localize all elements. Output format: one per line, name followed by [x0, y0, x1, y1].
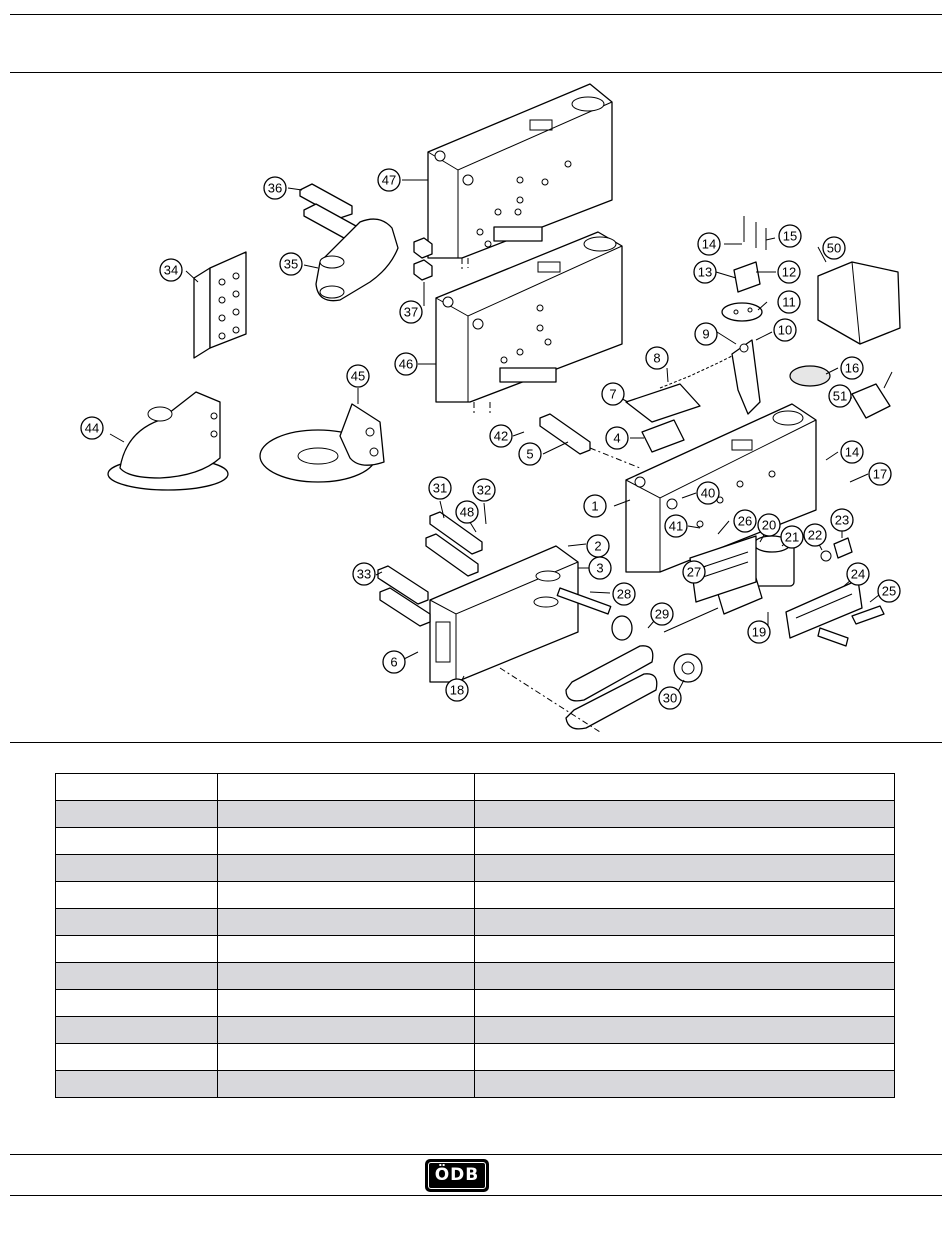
- table-row: [56, 882, 895, 909]
- svg-text:8: 8: [653, 350, 661, 366]
- diagram-bottom-rule: [10, 742, 942, 743]
- lunette-ring-45: [260, 404, 384, 482]
- nuts-37: [414, 238, 432, 280]
- cover-50: [818, 262, 900, 344]
- table-cell: [56, 828, 218, 855]
- table-cell: [475, 801, 895, 828]
- callout-5: [519, 443, 541, 465]
- table-cell: [56, 801, 218, 828]
- table-cell: [475, 855, 895, 882]
- table-cell: [56, 855, 218, 882]
- svg-text:45: 45: [350, 368, 366, 384]
- callout-24: [847, 563, 869, 585]
- callout-51: [829, 385, 851, 407]
- svg-text:51: 51: [832, 388, 848, 404]
- cover-7: [626, 384, 700, 422]
- bushing-4: [642, 420, 684, 452]
- svg-text:14: 14: [701, 236, 717, 252]
- svg-text:11: 11: [782, 294, 796, 310]
- svg-text:21: 21: [784, 529, 800, 545]
- callout-9: [695, 323, 717, 345]
- svg-text:33: 33: [356, 566, 372, 582]
- callout-21: [781, 526, 803, 548]
- callout-28: [613, 583, 635, 605]
- table-cell: [218, 936, 475, 963]
- table-cell: [218, 828, 475, 855]
- callout-40: [697, 482, 719, 504]
- svg-text:23: 23: [834, 512, 850, 528]
- svg-text:6: 6: [390, 654, 398, 670]
- callout-48: [456, 501, 478, 523]
- table-row: [56, 828, 895, 855]
- svg-text:9: 9: [702, 326, 710, 342]
- screws-15: [744, 216, 766, 250]
- fittings-22-23: [821, 538, 852, 561]
- callout-50: [823, 237, 845, 259]
- bracket-34: [194, 252, 246, 358]
- svg-text:7: 7: [609, 386, 617, 402]
- svg-text:3: 3: [596, 560, 604, 576]
- svg-text:14: 14: [844, 444, 860, 460]
- table-row: [56, 774, 895, 801]
- svg-text:36: 36: [267, 180, 283, 196]
- table-cell: [56, 936, 218, 963]
- table-row: [56, 909, 895, 936]
- svg-text:27: 27: [686, 564, 702, 580]
- callout-6: [383, 651, 405, 673]
- table-cell: [56, 963, 218, 990]
- callout-46: [395, 353, 417, 375]
- svg-text:30: 30: [662, 690, 678, 706]
- table-cell: [475, 963, 895, 990]
- callout-42: [490, 425, 512, 447]
- callout-27: [683, 561, 705, 583]
- plate-11: [722, 303, 762, 321]
- svg-text:10: 10: [777, 322, 793, 338]
- cap-16: [790, 366, 830, 386]
- callout-30: [659, 687, 681, 709]
- svg-text:12: 12: [781, 264, 797, 280]
- footer-top-rule: [10, 1154, 942, 1155]
- callout-29: [651, 603, 673, 625]
- table-cell: [475, 909, 895, 936]
- table-cell: [56, 1071, 218, 1098]
- table-cell: [218, 909, 475, 936]
- bolts-36: [300, 184, 356, 238]
- table-cell: [56, 882, 218, 909]
- callout-8: [646, 347, 668, 369]
- svg-text:19: 19: [751, 624, 767, 640]
- lever-10: [732, 340, 760, 414]
- svg-text:34: 34: [163, 262, 179, 278]
- odb-logo-text: ÖDB: [434, 1165, 480, 1185]
- svg-text:18: 18: [449, 682, 465, 698]
- table-cell: [218, 801, 475, 828]
- callout-12: [778, 261, 800, 283]
- svg-text:41: 41: [668, 518, 684, 534]
- svg-text:42: 42: [493, 428, 509, 444]
- callout-2: [587, 535, 609, 557]
- frame-tube-46: [436, 232, 622, 416]
- table-row: [56, 963, 895, 990]
- exploded-parts-diagram: [0, 72, 950, 740]
- svg-text:32: 32: [476, 482, 492, 498]
- callout-25: [878, 580, 900, 602]
- table-row: [56, 1044, 895, 1071]
- bracket-12: [734, 262, 760, 292]
- svg-text:13: 13: [697, 264, 713, 280]
- callout-22: [804, 524, 826, 546]
- svg-text:1: 1: [591, 498, 599, 514]
- callout-18: [446, 679, 468, 701]
- table-cell: [56, 1044, 218, 1071]
- table-cell: [218, 855, 475, 882]
- svg-text:22: 22: [807, 527, 823, 543]
- callout-32: [473, 479, 495, 501]
- callout-3: [589, 557, 611, 579]
- callout-11: [778, 291, 800, 313]
- table-cell: [218, 963, 475, 990]
- table-cell: [56, 774, 218, 801]
- table-row: [56, 936, 895, 963]
- callout-37: [400, 301, 422, 323]
- table-row: [56, 990, 895, 1017]
- table-cell: [218, 882, 475, 909]
- callout-47: [378, 169, 400, 191]
- svg-text:26: 26: [737, 513, 753, 529]
- top-rule: [10, 14, 942, 15]
- table-cell: [475, 828, 895, 855]
- table-cell: [218, 774, 475, 801]
- footer-bottom-rule: [10, 1195, 942, 1196]
- parts-table: [55, 773, 895, 1098]
- svg-text:2: 2: [594, 538, 602, 554]
- svg-text:46: 46: [398, 356, 414, 372]
- table-cell: [218, 1044, 475, 1071]
- svg-text:17: 17: [872, 466, 888, 482]
- callout-17: [869, 463, 891, 485]
- callout-34: [160, 259, 182, 281]
- svg-text:16: 16: [844, 360, 860, 376]
- svg-text:24: 24: [850, 566, 866, 582]
- callout-45: [347, 365, 369, 387]
- callout-36: [264, 177, 286, 199]
- table-cell: [475, 1017, 895, 1044]
- svg-text:20: 20: [761, 517, 777, 533]
- callout-20: [758, 514, 780, 536]
- chain-8: [660, 352, 740, 388]
- svg-text:35: 35: [283, 256, 299, 272]
- callout-14a: [698, 233, 720, 255]
- svg-text:50: 50: [826, 240, 842, 256]
- callout-13: [694, 261, 716, 283]
- table-cell: [218, 1071, 475, 1098]
- callout-33: [353, 563, 375, 585]
- callout-4: [606, 427, 628, 449]
- svg-text:47: 47: [381, 172, 397, 188]
- table-cell: [475, 774, 895, 801]
- svg-text:25: 25: [881, 583, 897, 599]
- table-cell: [475, 990, 895, 1017]
- table-row: [56, 801, 895, 828]
- table-cell: [475, 936, 895, 963]
- table-cell: [56, 990, 218, 1017]
- callout-31: [429, 477, 451, 499]
- callout-10: [774, 319, 796, 341]
- pintle-plate-35: [316, 219, 398, 301]
- table-row: [56, 1071, 895, 1098]
- coupler-44: [108, 392, 228, 490]
- callout-19: [748, 621, 770, 643]
- table-row: [56, 855, 895, 882]
- table-cell: [56, 909, 218, 936]
- callout-7: [602, 383, 624, 405]
- callout-26: [734, 510, 756, 532]
- svg-text:29: 29: [654, 606, 670, 622]
- svg-text:4: 4: [613, 430, 621, 446]
- parts-table-body: [56, 774, 895, 1098]
- sensor-51: [852, 372, 892, 418]
- svg-text:44: 44: [84, 420, 100, 436]
- svg-text:37: 37: [403, 304, 419, 320]
- callout-35: [280, 253, 302, 275]
- svg-text:48: 48: [459, 504, 475, 520]
- svg-text:5: 5: [526, 446, 534, 462]
- odb-logo: [425, 1159, 489, 1192]
- callout-1: [584, 495, 606, 517]
- table-cell: [475, 1071, 895, 1098]
- table-cell: [56, 1017, 218, 1044]
- svg-text:31: 31: [432, 480, 448, 496]
- callout-41: [665, 515, 687, 537]
- callout-23: [831, 509, 853, 531]
- table-cell: [475, 882, 895, 909]
- callout-16: [841, 357, 863, 379]
- callout-44: [81, 417, 103, 439]
- page-header: [10, 20, 942, 66]
- svg-text:28: 28: [616, 586, 632, 602]
- table-cell: [475, 1044, 895, 1071]
- table-cell: [218, 990, 475, 1017]
- table-cell: [218, 1017, 475, 1044]
- callout-14b: [841, 441, 863, 463]
- svg-text:40: 40: [700, 485, 716, 501]
- svg-text:15: 15: [782, 228, 798, 244]
- table-row: [56, 1017, 895, 1044]
- callout-15: [779, 225, 801, 247]
